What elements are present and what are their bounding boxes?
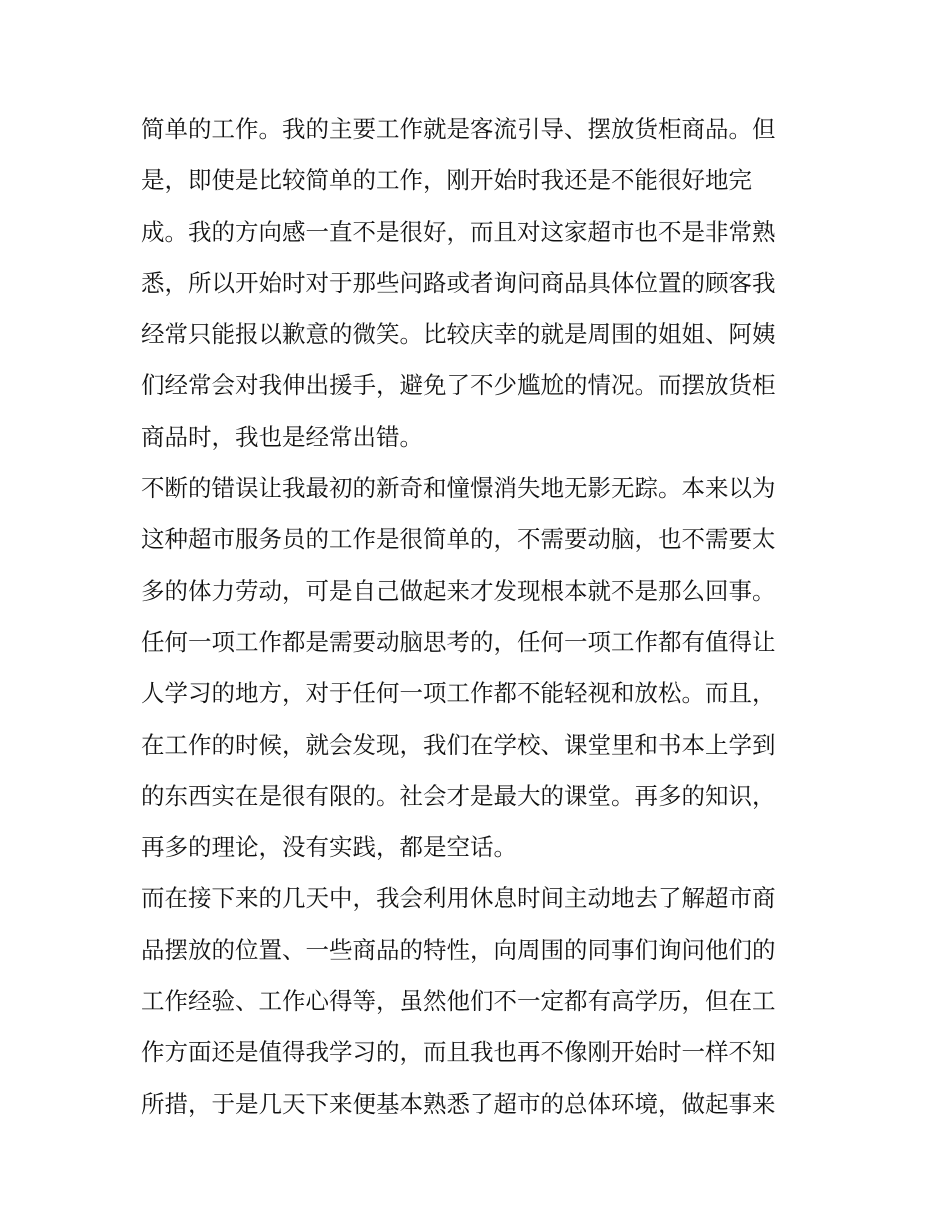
text-line: 是，即使是比较简单的工作，刚开始时我还是不能很好地完 bbox=[141, 166, 752, 195]
text-line: 成。我的方向感一直不是很好，而且对这家超市也不是非常熟 bbox=[141, 217, 776, 246]
text-line: 不断的错误让我最初的新奇和憧憬消失地无影无踪。本来以为 bbox=[141, 474, 776, 503]
text-line: 商品时，我也是经常出错。 bbox=[141, 422, 423, 451]
text-line: 悉，所以开始时对于那些问路或者询问商品具体位置的顾客我 bbox=[141, 268, 776, 297]
text-line: 再多的理论，没有实践，都是空话。 bbox=[141, 833, 517, 862]
text-line: 所措，于是几天下来便基本熟悉了超市的总体环境，做起事来 bbox=[141, 1089, 776, 1118]
text-line: 作方面还是值得我学习的，而且我也再不像刚开始时一样不知 bbox=[141, 1038, 776, 1067]
text-line: 工作经验、工作心得等，虽然他们不一定都有高学历，但在工 bbox=[141, 987, 776, 1016]
text-line: 这种超市服务员的工作是很简单的，不需要动脑，也不需要太 bbox=[141, 525, 776, 554]
text-line: 经常只能报以歉意的微笑。比较庆幸的就是周围的姐姐、阿姨 bbox=[141, 320, 776, 349]
text-line: 的东西实在是很有限的。社会才是最大的课堂。再多的知识， bbox=[141, 781, 776, 810]
text-line: 任何一项工作都是需要动脑思考的，任何一项工作都有值得让 bbox=[141, 627, 776, 656]
text-line: 简单的工作。我的主要工作就是客流引导、摆放货柜商品。但 bbox=[141, 115, 776, 143]
text-line: 在工作的时候，就会发现，我们在学校、课堂里和书本上学到 bbox=[141, 730, 776, 759]
text-line: 多的体力劳动，可是自己做起来才发现根本就不是那么回事。 bbox=[141, 576, 776, 605]
text-line: 而在接下来的几天中，我会利用休息时间主动地去了解超市商 bbox=[141, 884, 776, 913]
text-line: 人学习的地方，对于任何一项工作都不能轻视和放松。而且， bbox=[141, 679, 776, 708]
body-text bbox=[141, 104, 821, 1130]
text-line: 们经常会对我伸出援手，避免了不少尴尬的情况。而摆放货柜 bbox=[141, 371, 776, 400]
text-line: 品摆放的位置、一些商品的特性，向周围的同事们询问他们的 bbox=[141, 935, 776, 964]
